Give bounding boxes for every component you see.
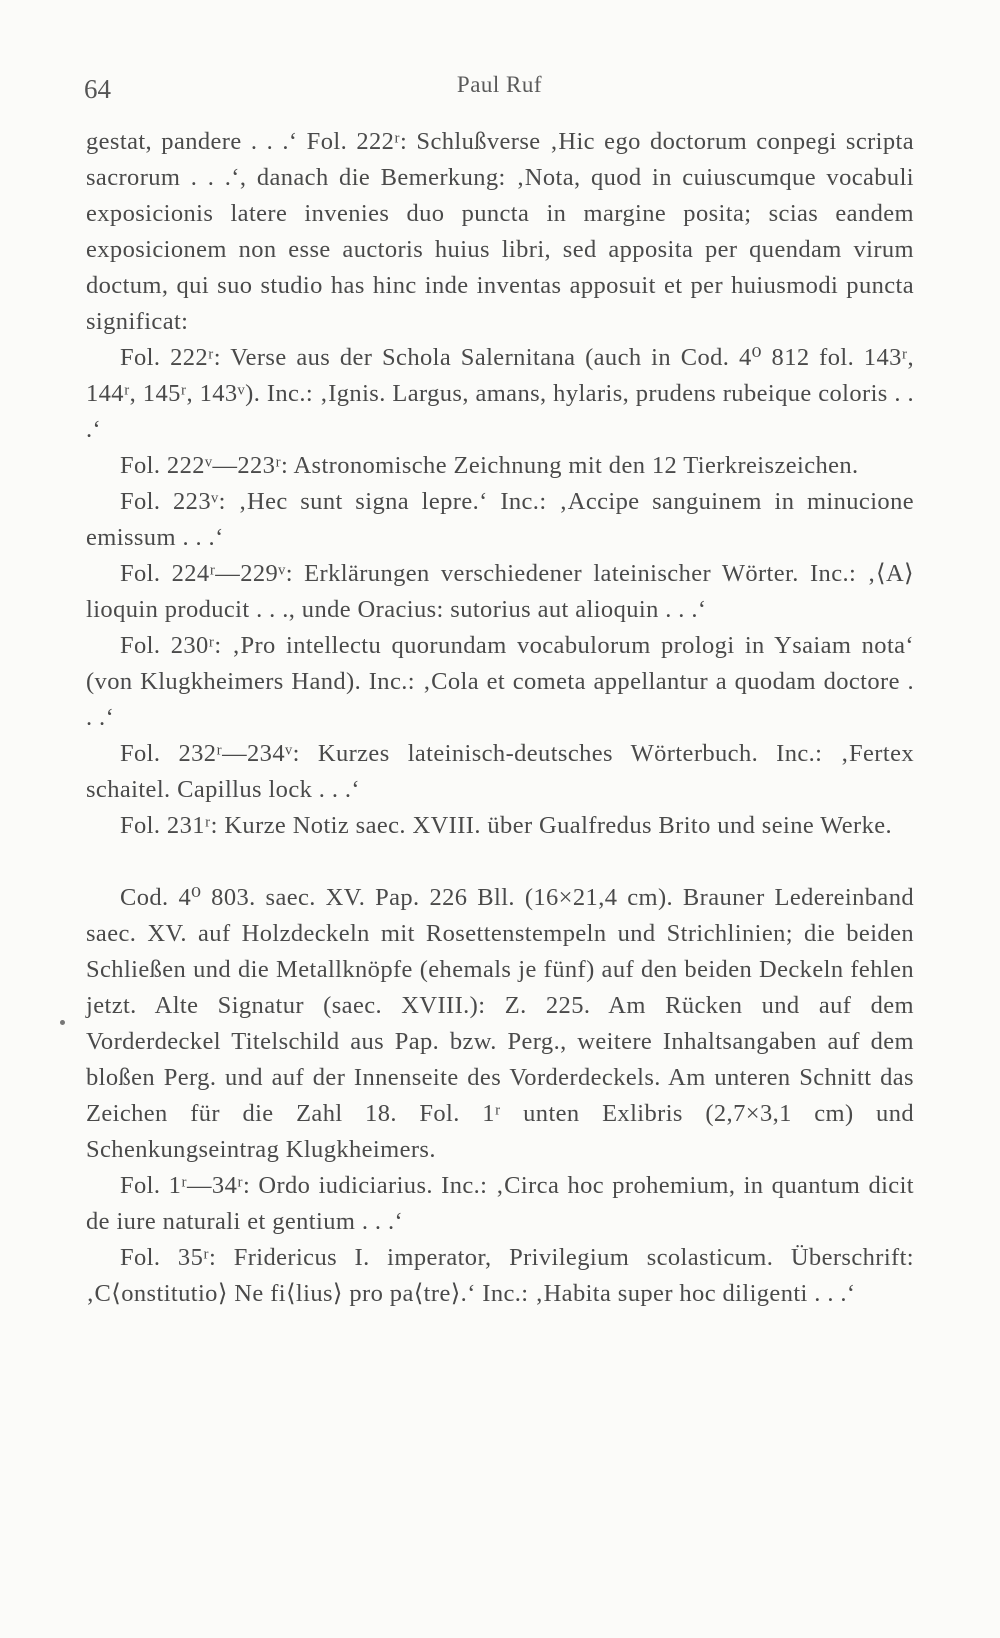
paragraph-fol-35r: Fol. 35ʳ: Fridericus I. imperator, Privilegium scolasticum. Überschrift: ‚C⟨onstitutio⟩ Ne fi⟨lius⟩ pro pa⟨tre⟩.‘ Inc.: ‚Habita super hoc diligenti . . .‘ xyxy=(86,1244,914,1307)
paragraph-fol-1r-34r: Fol. 1ʳ—34ʳ: Ordo iudiciarius. Inc.: ‚Circa hoc prohemium, in quantum dicit de iure naturali et gentium . . .‘ xyxy=(86,1172,914,1235)
margin-dot xyxy=(60,1020,65,1025)
paragraph-fol-224r-229v: Fol. 224ʳ—229ᵛ: Erklärungen verschiedener lateinischer Wörter. Inc.: ‚⟨A⟩lioquin producit . . ., unde Oracius: sutorius aut alioquin . . .‘ xyxy=(86,560,914,623)
paragraph-fol-231r: Fol. 231ʳ: Kurze Notiz saec. XVIII. über Gualfredus Brito und seine Werke. xyxy=(120,812,893,839)
paragraph-continuation: gestat, pandere . . .‘ Fol. 222ʳ: Schlußverse ‚Hic ego doctorum conpegi scripta sacrorum . . .‘, danach die Bemerkung: ‚Nota, quod in cuiuscumque vocabuli exposicionis latere invenies duo puncta in margine posita; scias eandem exposicionem non esse auctoris huius libri, sed apposita per quendam virum doctum, qui suo studio has hinc inde inventas apposuit et per huiusmodi puncta significat: xyxy=(86,128,914,335)
paragraph-fol-223v: Fol. 223ᵛ: ‚Hec sunt signa lepre.‘ Inc.: ‚Accipe sanguinem in minucione emissum . . .‘ xyxy=(86,488,914,551)
paragraph-fol-232r-234v: Fol. 232ʳ—234ᵛ: Kurzes lateinisch-deutsches Wörterbuch. Inc.: ‚Fertex schaitel. Capillus lock . . .‘ xyxy=(86,740,914,803)
paragraph-fol-230r: Fol. 230ʳ: ‚Pro intellectu quorundam vocabulorum prologi in Ysaiam nota‘ (von Klugkheimers Hand). Inc.: ‚Cola et cometa appellantur a quodam doctore . . .‘ xyxy=(86,632,914,731)
body-text xyxy=(86,124,914,1312)
paragraph-fol-222r-verse: Fol. 222ʳ: Verse aus der Schola Salernitana (auch in Cod. 4⁰ 812 fol. 143ʳ, 144ʳ, 145ʳ, 143ᵛ). Inc.: ‚Ignis. Largus, amans, hylaris, prudens rubeique coloris . . .‘ xyxy=(86,344,914,443)
page-number: 64 xyxy=(84,74,111,104)
page-header xyxy=(84,70,915,110)
paragraph-fol-222v-223r: Fol. 222ᵛ—223ʳ: Astronomische Zeichnung mit den 12 Tierkreiszeichen. xyxy=(120,452,859,479)
running-head: Paul Ruf xyxy=(456,72,543,97)
paragraph-cod-4-803: Cod. 4⁰ 803. saec. XV. Pap. 226 Bll. (16×21,4 cm). Brauner Ledereinband saec. XV. auf Holzdeckeln mit Rosettenstempeln und Strichlinien; die beiden Schließen und die Metallknöpfe (ehemals je fünf) auf den beiden Deckeln fehlen jetzt. Alte Signatur (saec. XVIII.): Z. 225. Am Rücken und auf dem Vorderdeckel Titelschild aus Pap. bzw. Perg., weitere Inhaltsangaben auf dem bloßen Perg. und auf der Innenseite des Vorderdeckels. Am unteren Schnitt das Zeichen für die Zahl 18. Fol. 1ʳ unten Exlibris (2,7×3,1 cm) und Schenkungseintrag Klugkheimers. xyxy=(86,884,914,1163)
